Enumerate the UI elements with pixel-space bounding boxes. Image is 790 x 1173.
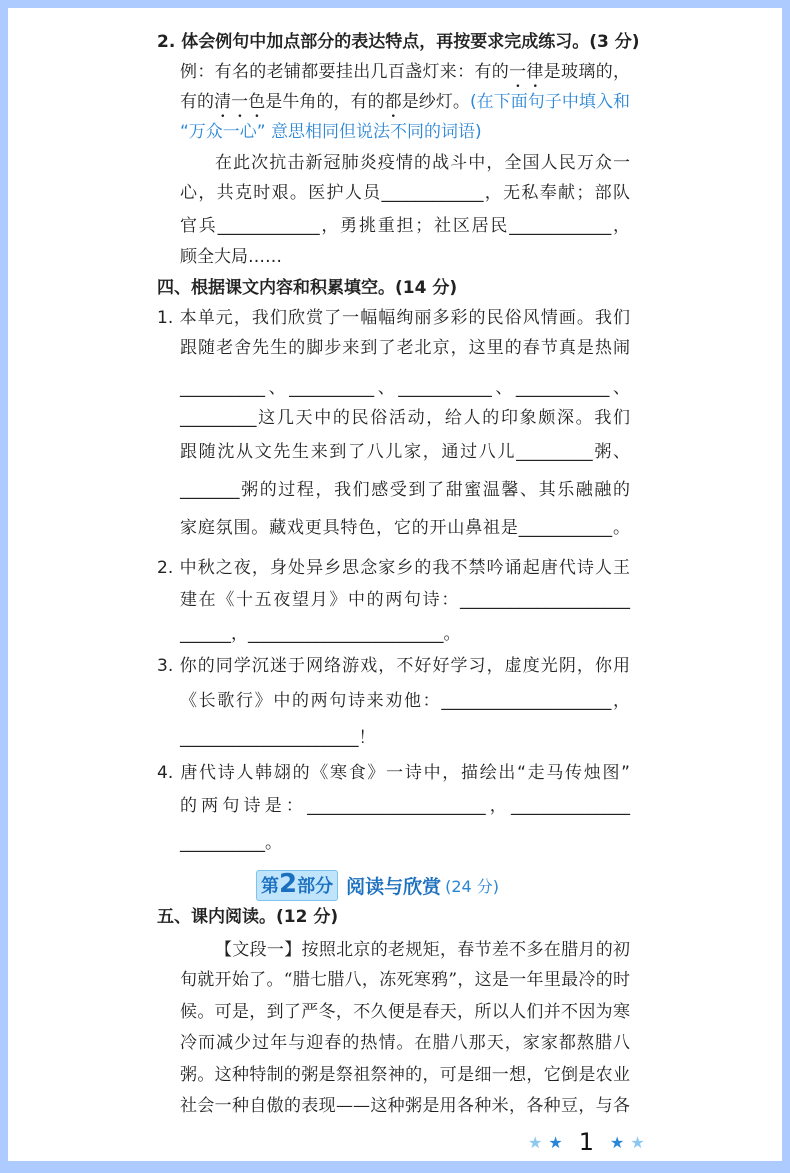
text-line: _____________________！	[180, 728, 376, 748]
star-icon: ★	[548, 1132, 563, 1152]
text-line: 心，共克时艰。医护人员____________，无私奉献；部队	[180, 183, 630, 203]
text-line: 旬就开始了。“腊七腊八，冻死寒鸦”，这是一年里最冷的时	[180, 970, 630, 990]
text-line: 候。可是，到了严冬，不久便是春天，所以人们并不因为寒	[180, 1002, 630, 1022]
text-line: 跟随老舍先生的脚步来到了老北京，这里的春节真是热闹	[180, 338, 630, 358]
text-line: 1. 本单元，我们欣赏了一幅幅绚丽多彩的民俗风情画。我们	[157, 308, 630, 328]
text-segment: 是纱灯。	[401, 92, 470, 112]
text-line: 《长歌行》中的两句诗来劝他：____________________，	[180, 691, 630, 711]
star-icon: ★	[528, 1132, 543, 1152]
text-line: ______，_______________________。	[180, 624, 461, 644]
exam-page	[8, 8, 782, 1161]
text-line: 2. 中秋之夜，身处异乡思念家乡的我不禁吟诵起唐代诗人王	[157, 558, 630, 578]
part-score: (24 分)	[445, 877, 500, 896]
page-footer	[528, 1128, 645, 1156]
text-line: 家庭氛围。藏戏更具特色，它的开山鼻祖是___________。	[180, 518, 630, 538]
text-line: 社会一种自傲的表现——这种粥是用各种米，各种豆，与各	[180, 1096, 630, 1116]
text-line: 4. 唐代诗人韩翃的《寒食》一诗中，描绘出“走马传烛图”	[157, 763, 630, 783]
text-line: 粥。这种特制的粥是祭祖祭神的，可是细一想，它倒是农业	[180, 1065, 630, 1085]
instruction-text: (在下面句子中填入和	[469, 92, 631, 112]
text-line: “万众一心” 意思相同但说法不同的词语)	[180, 122, 482, 142]
badge-suffix: 部分	[297, 876, 334, 897]
text-line: 【文段一】按照北京的老规矩，春节差不多在腊月的初	[215, 940, 630, 960]
text-segment: 例：有名的老铺都要挂出几百盏灯来：有的	[180, 62, 510, 82]
question-title: 四、根据课文内容和积累填空。(14 分)	[157, 278, 458, 298]
part-title: 阅读与欣赏	[346, 876, 442, 898]
text-line: 顾全大局……	[180, 247, 282, 267]
emphasized-text: 一律	[509, 62, 544, 82]
badge-prefix: 第	[261, 876, 279, 897]
text-line: _________这几天中的民俗活动，给人的印象颇深。我们	[180, 408, 630, 428]
text-line: 跟随沈从文先生来到了八儿家，通过八儿_________粥、	[180, 442, 630, 462]
emphasized-text: 都	[384, 92, 402, 112]
text-segment: 是玻璃的，	[543, 62, 631, 82]
text-segment: 有的	[180, 92, 215, 112]
text-line	[180, 90, 630, 122]
text-line: __________。	[180, 833, 282, 853]
text-line	[180, 60, 630, 92]
text-line: __________、__________、___________、___________、	[180, 378, 630, 398]
text-line: _______粥的过程，我们感受到了甜蜜温馨、其乐融融的	[180, 480, 630, 500]
question-title: 五、课内阅读。(12 分)	[157, 907, 339, 927]
emphasized-text: 清一色	[214, 92, 266, 112]
text-line: 冷而减少过年与迎春的热情。在腊八那天，家家都熬腊八	[180, 1033, 630, 1053]
badge-number: 2	[279, 869, 298, 899]
text-line: 官兵____________，勇挑重担；社区居民____________，	[180, 216, 630, 236]
text-line: 建在《十五夜望月》中的两句诗：____________________	[180, 590, 630, 610]
text-line: 在此次抗击新冠肺炎疫情的战斗中，全国人民万众一	[215, 153, 630, 173]
question-title: 2. 体会例句中加点部分的表达特点，再按要求完成练习。(3 分)	[157, 32, 640, 52]
text-line: 的两句诗是：_____________________，______________	[180, 796, 630, 816]
text-line: 3. 你的同学沉迷于网络游戏，不好好学习，虚度光阴，你用	[157, 656, 630, 676]
part-badge	[256, 870, 338, 901]
star-icon: ★	[630, 1132, 645, 1152]
star-icon: ★	[609, 1132, 625, 1152]
part-2-header	[256, 870, 499, 901]
page-number: 1	[578, 1128, 594, 1156]
text-segment: 是牛角的，有的	[265, 92, 385, 112]
